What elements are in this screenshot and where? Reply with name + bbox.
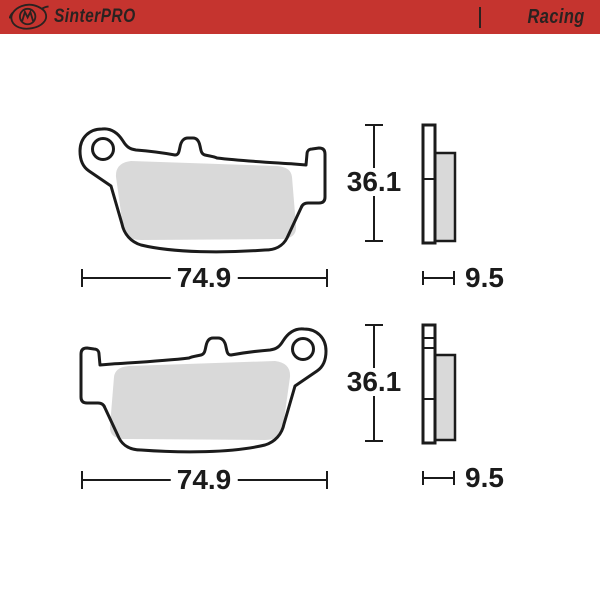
backing-plate-side bbox=[423, 125, 435, 243]
dimension-line bbox=[423, 277, 455, 279]
pad-side-view-2 bbox=[419, 321, 459, 447]
dimension-tick bbox=[453, 471, 455, 485]
dimension-tick bbox=[81, 471, 83, 489]
friction-material bbox=[110, 361, 290, 440]
dimension-tick bbox=[326, 269, 328, 287]
dimension-tick bbox=[365, 124, 383, 126]
pad-side-view-1 bbox=[419, 121, 459, 247]
dimension-tick bbox=[81, 269, 83, 287]
backing-plate-side bbox=[423, 325, 435, 443]
header-divider bbox=[479, 7, 481, 28]
dimension-tick bbox=[365, 324, 383, 326]
dimension-tick bbox=[365, 240, 383, 242]
friction-material bbox=[116, 161, 296, 240]
dimension-tick bbox=[365, 440, 383, 442]
dimension-tick bbox=[422, 471, 424, 485]
width-value: 74.9 bbox=[171, 466, 238, 494]
mounting-hole bbox=[93, 139, 114, 160]
thickness-value: 9.5 bbox=[465, 462, 504, 493]
header-bar bbox=[0, 0, 600, 34]
dimension-tick bbox=[326, 471, 328, 489]
mounting-hole bbox=[293, 339, 314, 360]
dimension-tick bbox=[453, 271, 455, 285]
friction-material-side bbox=[435, 355, 455, 440]
height-value: 36.1 bbox=[341, 168, 408, 196]
dimension-tick bbox=[422, 271, 424, 285]
pad-top-view-1 bbox=[79, 127, 327, 253]
brand-name: SinterPRO bbox=[54, 6, 136, 27]
dimension-line bbox=[423, 477, 455, 479]
friction-material-side bbox=[435, 153, 455, 241]
edition-name: Racing bbox=[527, 5, 585, 28]
height-value: 36.1 bbox=[341, 368, 408, 396]
width-value: 74.9 bbox=[171, 264, 238, 292]
pad-top-view-2 bbox=[79, 327, 327, 453]
thickness-value: 9.5 bbox=[465, 262, 504, 293]
moto-master-logo-icon bbox=[9, 2, 49, 32]
